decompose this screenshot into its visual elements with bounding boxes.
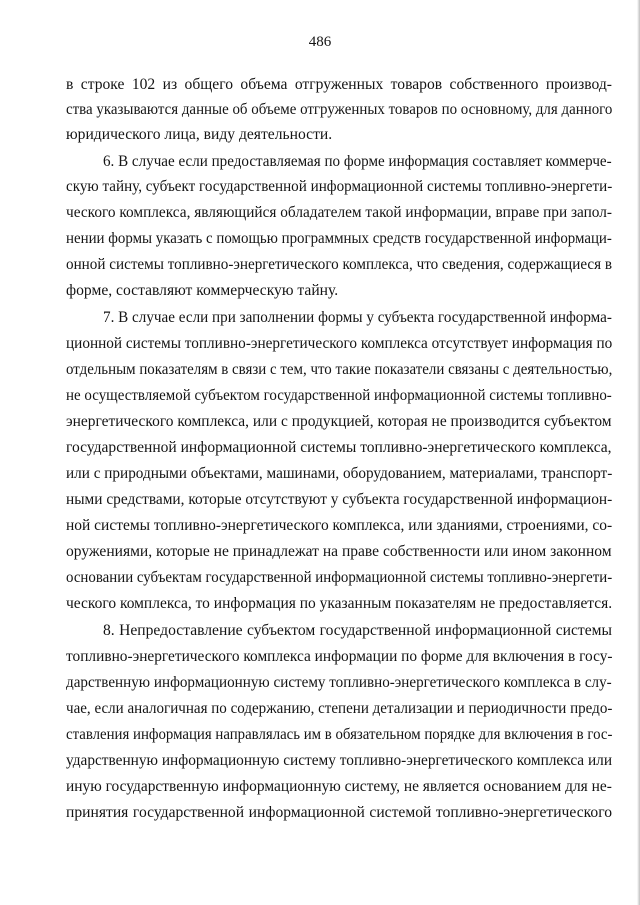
- text-line: не осуществляемой субъектом государственной информационной системы топливно-: [66, 387, 612, 404]
- text-line: ударственную информационную систему топливно-энергетического комплекса или: [66, 752, 613, 769]
- text-line: топливно-энергетического комплекса информации по форме для включения в госу-: [66, 648, 613, 665]
- text-line: онной системы топливно-энергетического комплекса, что сведения, содержащиеся в: [66, 256, 613, 273]
- text-line: или с природными объектами, машинами, оборудованием, материалами, транспорт-: [66, 465, 613, 482]
- text-line: основании субъектам государственной информационной системы топливно-энергети-: [66, 569, 613, 586]
- text-line: юридического лица, виду деятельности.: [66, 126, 333, 143]
- text-line: ставления информация направлялась им в обязательном порядке для включения в гос-: [66, 726, 613, 743]
- text-line: принятия государственной информационной системой топливно-энергетического: [66, 804, 612, 821]
- text-line: скую тайну, субъект государственной информационной системы топливно-энергети-: [66, 178, 613, 195]
- paragraph-6-start: 6. В случае если предоставляемая по форме информация составляет коммерче-: [103, 153, 612, 170]
- text-line: энергетического комплекса, или с продукцией, которая не производится субъектом: [66, 413, 612, 430]
- text-line: ными средствами, которые отсутствуют у субъекта государственной информацион-: [66, 491, 613, 508]
- text-line: ционной системы топливно-энергетического комплекса отсутствует информация по: [66, 335, 613, 352]
- text-line: ства указываются данные об объеме отгруженных товаров по основному, для данного: [66, 101, 613, 118]
- page-number: 486: [308, 34, 332, 50]
- text-line: отдельным показателям в связи с тем, что такие показатели связаны с деятельностью,: [66, 361, 613, 378]
- text-line: государственной информационной системы топливно-энергетического комплекса,: [66, 439, 612, 456]
- text-line: оружениями, которые не принадлежат на праве собственности или ином законном: [66, 543, 612, 560]
- text-line: форме, составляют коммерческую тайну.: [66, 282, 339, 299]
- text-line: иную государственную информационную систему, не является основанием для не-: [66, 778, 612, 795]
- text-line: ческого комплекса, являющийся обладателем такой информации, вправе при запол-: [66, 204, 613, 221]
- text-line: чае, если аналогичная по содержанию, степени детализации и периодичности предо-: [66, 700, 613, 717]
- text-line: ческого комплекса, то информация по указанным показателям не предоставляется.: [66, 595, 613, 612]
- paragraph-8-start: 8. Непредоставление субъектом государственной информационной системы: [103, 622, 612, 639]
- text-line: в строке 102 из общего объема отгруженных товаров собственного производ-: [66, 76, 612, 93]
- text-line: дарственную информационную систему топливно-энергетического комплекса в слу-: [66, 674, 612, 691]
- paragraph-7-start: 7. В случае если при заполнении формы у субъекта государственной информа-: [103, 309, 612, 326]
- text-line: ной системы топливно-энергетического комплекса, или зданиями, строениями, со-: [66, 517, 613, 534]
- text-line: нении формы указать с помощью программных средств государственной информаци-: [66, 230, 612, 247]
